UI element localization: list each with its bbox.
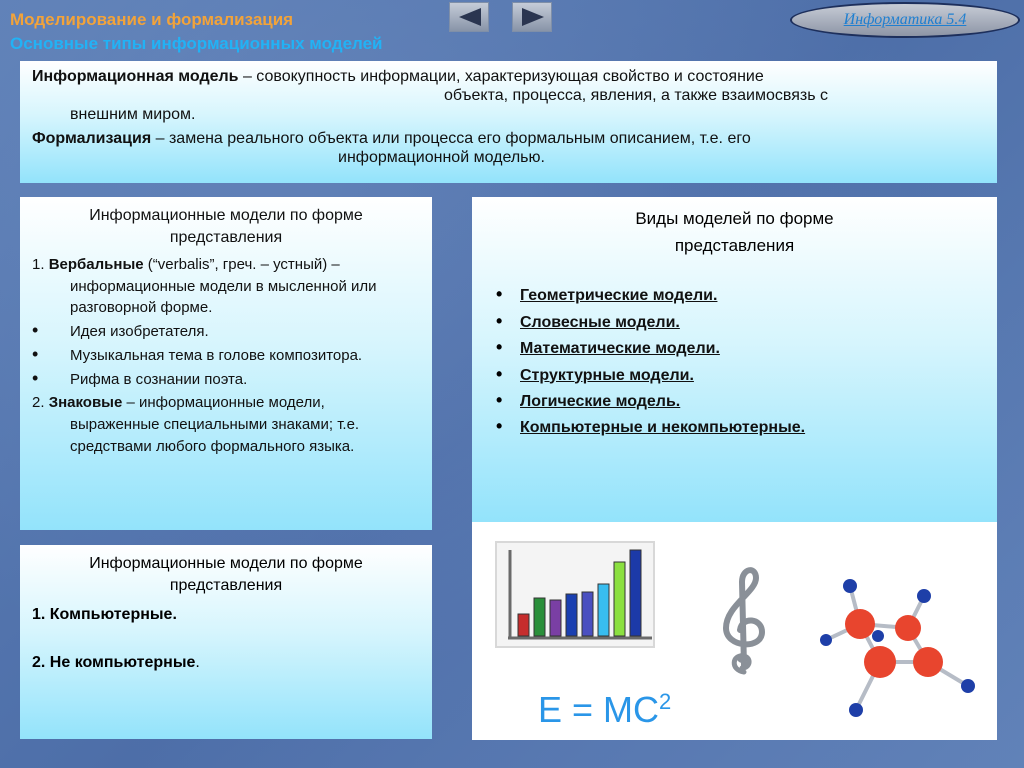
- bullet-icon: •: [32, 367, 39, 388]
- link-geometric-models[interactable]: Геометрические модели.: [520, 287, 718, 305]
- chart-bar: [534, 598, 545, 636]
- list-item: [484, 391, 985, 413]
- link-logical-models[interactable]: Логические модель.: [520, 392, 681, 410]
- list-item: [484, 417, 985, 439]
- arrow-right-icon: [520, 7, 546, 27]
- list-item: [32, 345, 420, 367]
- computer-forms-box: [20, 545, 432, 739]
- chart-bar: [630, 550, 641, 636]
- representation-forms-box: [20, 197, 432, 530]
- verbal-etymology: (“verbalis”, греч. – устный) –: [143, 255, 340, 273]
- list-item: [484, 338, 985, 360]
- chart-bar: [566, 594, 577, 636]
- molecule-icon: [820, 579, 975, 717]
- formalization-text: – замена реального объекта или процесса его формальным описанием, т.е. его: [151, 129, 751, 147]
- info-model-text-line3: внешним миром.: [70, 106, 196, 124]
- formula-base: E = MC: [538, 689, 660, 730]
- bullet-icon: •: [496, 310, 503, 331]
- formula-exponent: 2: [659, 689, 672, 714]
- previous-slide-button[interactable]: [449, 2, 489, 32]
- link-math-models[interactable]: Математические модели.: [520, 340, 720, 358]
- bar-chart-icon: [496, 542, 654, 647]
- model-types-list: [484, 285, 985, 439]
- definitions-box: [20, 61, 997, 183]
- formalization-text-line2: информационной моделью.: [338, 148, 545, 166]
- formalization-term: Формализация: [32, 129, 152, 147]
- sign-models-item: [32, 392, 420, 457]
- non-computer-text: 2. Не компьютерные: [32, 653, 196, 671]
- chart-bar: [614, 562, 625, 636]
- list-item: [32, 369, 420, 391]
- list-item: [484, 312, 985, 334]
- formalization-definition: [32, 129, 985, 167]
- info-model-definition: [32, 67, 985, 125]
- info-model-text-line2: объекта, процесса, явления, а также взаимосвязь с: [444, 87, 828, 105]
- link-computer-models[interactable]: Компьютерные и некомпьютерные.: [520, 419, 806, 437]
- chart-bar: [582, 592, 593, 636]
- bullet-text: Идея изобретателя.: [70, 323, 209, 341]
- sign-number: 2.: [32, 394, 49, 412]
- bullet-icon: •: [496, 389, 503, 410]
- verbal-models-item: [32, 254, 420, 319]
- bullet-icon: •: [496, 416, 503, 437]
- sign-text: – информационные модели,: [122, 394, 325, 412]
- link-verbal-models[interactable]: Словесные модели.: [520, 313, 680, 331]
- model-types-heading: [484, 205, 985, 259]
- non-computer-item: [32, 654, 420, 672]
- slide-subtitle: Основные типы информационных моделей: [10, 34, 383, 53]
- chart-bar: [598, 584, 609, 636]
- formula-emc2: [528, 674, 716, 730]
- model-types-heading-line1: Виды моделей по форме: [635, 209, 834, 228]
- slide-title: Моделирование и формализация: [10, 10, 294, 29]
- next-slide-button[interactable]: [512, 2, 552, 32]
- sign-term: Знаковые: [48, 394, 123, 412]
- section-badge-link[interactable]: Информатика 5.4: [790, 2, 1020, 38]
- list-item: [32, 321, 420, 343]
- bullet-icon: •: [496, 363, 503, 384]
- computer-forms-heading: Информационные модели по форме представления: [89, 555, 363, 595]
- model-types-box: [472, 197, 997, 522]
- model-types-heading-line2: представления: [674, 236, 795, 256]
- computer-item: 1. Компьютерные.: [32, 605, 177, 623]
- list-item: [484, 285, 985, 307]
- bullet-icon: •: [496, 284, 503, 305]
- list-item: [484, 365, 985, 387]
- bullet-text: Рифма в сознании поэта.: [70, 370, 248, 388]
- sign-description: выраженные специальными знаками; т.е. средствами любого формального языка.: [70, 416, 360, 455]
- link-structural-models[interactable]: Структурные модели.: [520, 366, 694, 384]
- verbal-description: информационные модели в мысленной или разговорной форме.: [70, 277, 377, 317]
- arrow-left-icon: [457, 7, 483, 27]
- bullet-icon: •: [32, 343, 39, 364]
- bullet-icon: •: [32, 320, 39, 341]
- non-computer-dot: .: [195, 653, 200, 671]
- verbal-term: Вербальные: [48, 255, 144, 273]
- representation-forms-heading: Информационные модели по форме представления: [89, 207, 363, 247]
- chart-bar: [550, 600, 561, 636]
- verbal-number: 1.: [32, 255, 49, 273]
- treble-clef-icon: [726, 570, 762, 672]
- bullet-icon: •: [496, 337, 503, 358]
- info-model-text: – совокупность информации, характеризующая свойство и состояние: [238, 68, 764, 85]
- bullet-text: Музыкальная тема в голове композитора.: [70, 346, 363, 364]
- chart-bar: [518, 614, 529, 636]
- info-model-term: Информационная модель: [32, 68, 239, 85]
